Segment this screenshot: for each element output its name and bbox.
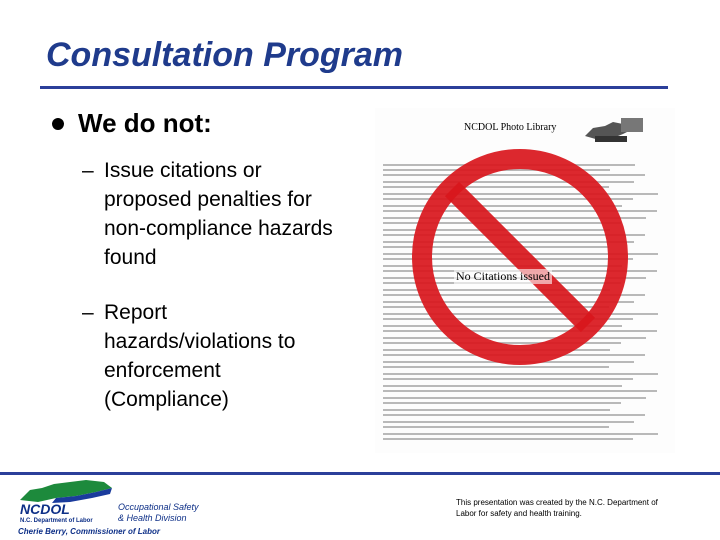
footer-divider	[0, 472, 720, 475]
main-bullet	[52, 108, 212, 139]
slide-title: Consultation Program	[46, 36, 404, 74]
document-text-line	[383, 378, 633, 380]
sub-item-dash: –	[82, 301, 94, 324]
document-text-line	[383, 397, 646, 399]
sub-item-text: Report hazards/violations to enforcement (Compliance)	[104, 301, 296, 411]
logo-word: NCDOL	[20, 501, 70, 517]
sub-item-text: Issue citations or proposed penalties for non-compliance hazards found	[104, 159, 333, 269]
no-citations-label: No Citations issued	[456, 269, 551, 283]
title-divider	[40, 86, 668, 89]
document-text-line	[383, 414, 645, 416]
document-logo-icon	[583, 116, 645, 146]
footer-note: This presentation was created by the N.C. Department of Labor for safety and health training.	[456, 498, 658, 518]
division-line-2: & Health Division	[118, 513, 187, 523]
sub-item-dash: –	[82, 159, 94, 182]
document-text-line	[383, 438, 633, 440]
sub-item-citations	[82, 156, 354, 272]
document-text-line	[383, 390, 657, 392]
document-text-line	[383, 402, 621, 404]
document-text-line	[383, 433, 658, 435]
document-text-line	[383, 421, 634, 423]
main-bullet-text: We do not:	[78, 108, 212, 138]
document-text-line	[383, 373, 658, 375]
photo-credit: NCDOL Photo Library	[464, 122, 557, 133]
document-text-line	[383, 385, 622, 387]
bullet-dot-icon	[52, 118, 64, 130]
document-text-line	[383, 409, 610, 411]
document-text-line	[383, 426, 609, 428]
no-sign-icon	[408, 145, 632, 369]
division-line-1: Occupational Safety	[118, 502, 199, 512]
sub-item-report	[82, 298, 334, 414]
logo-department: N.C. Department of Labor	[20, 518, 93, 524]
commissioner-name: Cherie Berry, Commissioner of Labor	[18, 527, 160, 536]
